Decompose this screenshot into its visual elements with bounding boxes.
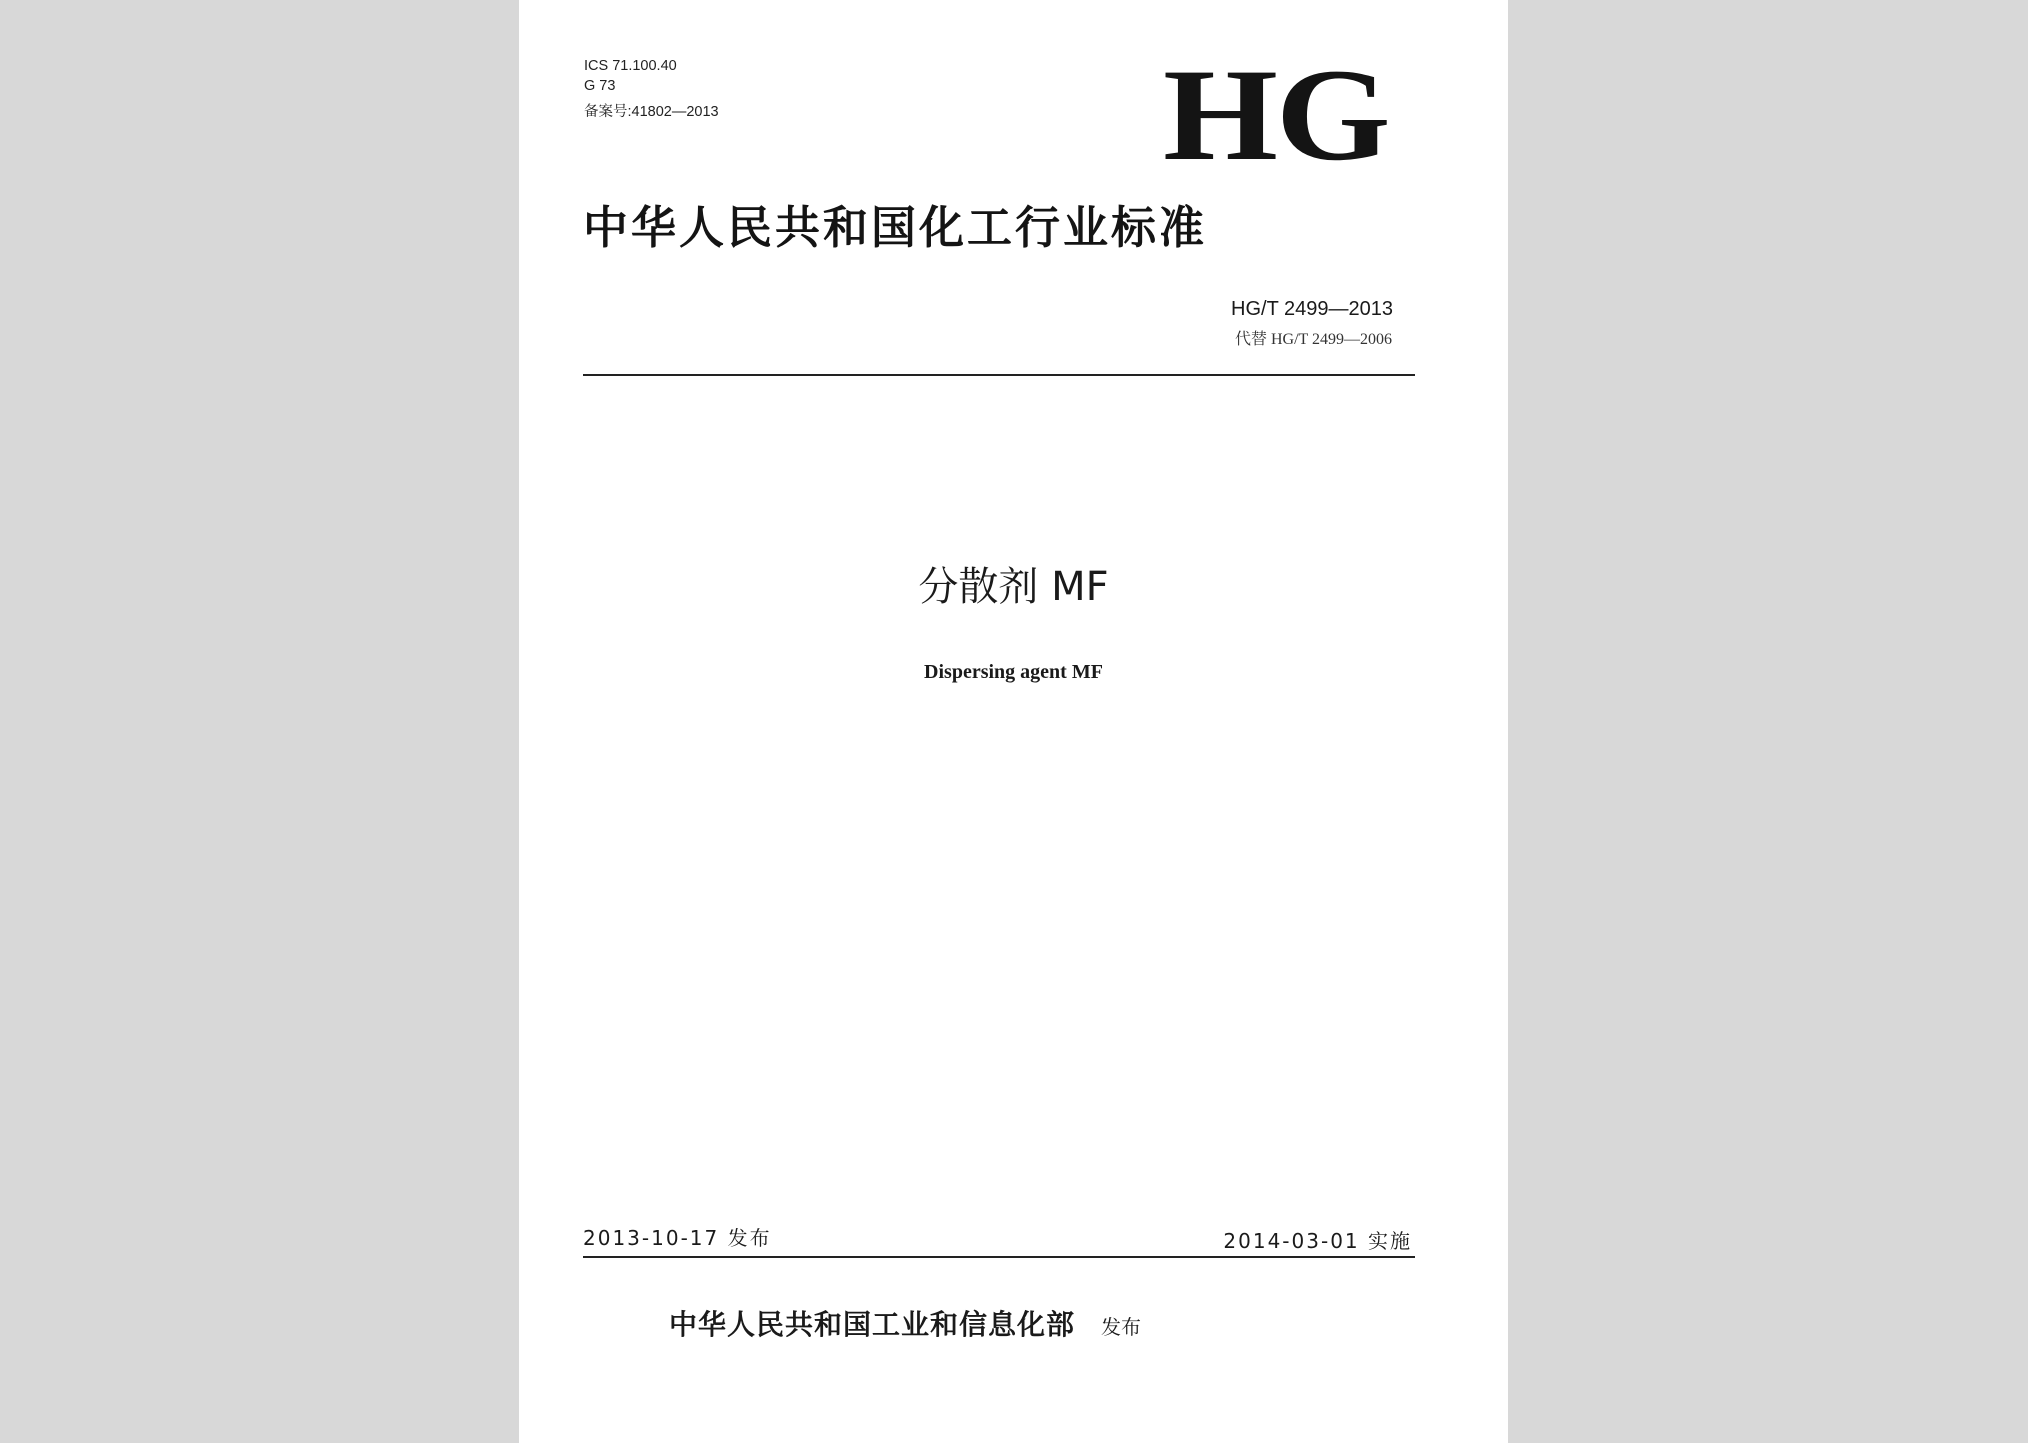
issue-date: 2013-10-17 发布 bbox=[583, 1226, 772, 1250]
document-page bbox=[519, 0, 1508, 1443]
bottom-divider bbox=[583, 1256, 1415, 1258]
document-title-english: Dispersing agent MF bbox=[924, 661, 1103, 683]
standard-category-title: 中华人民共和国化工行业标准 bbox=[583, 201, 1208, 254]
replaces-standard: 代替 HG/T 2499—2006 bbox=[1234, 331, 1392, 348]
registration-number: 备案号:41802—2013 bbox=[584, 104, 719, 120]
ccs-code: G 73 bbox=[584, 78, 616, 94]
publisher-suffix: 发布 bbox=[1101, 1315, 1142, 1339]
publisher-name: 中华人民共和国工业和信息化部 bbox=[669, 1308, 1076, 1341]
top-divider bbox=[583, 374, 1415, 376]
ics-code: ICS 71.100.40 bbox=[584, 58, 677, 74]
implementation-date: 2014-03-01 实施 bbox=[1223, 1229, 1412, 1253]
standard-number: HG/T 2499—2013 bbox=[1231, 298, 1393, 320]
classification-block bbox=[584, 56, 719, 122]
publisher-line bbox=[669, 1307, 1141, 1343]
document-title-chinese: 分散剂 MF bbox=[918, 564, 1109, 610]
hg-logo: HG bbox=[1163, 41, 1389, 188]
